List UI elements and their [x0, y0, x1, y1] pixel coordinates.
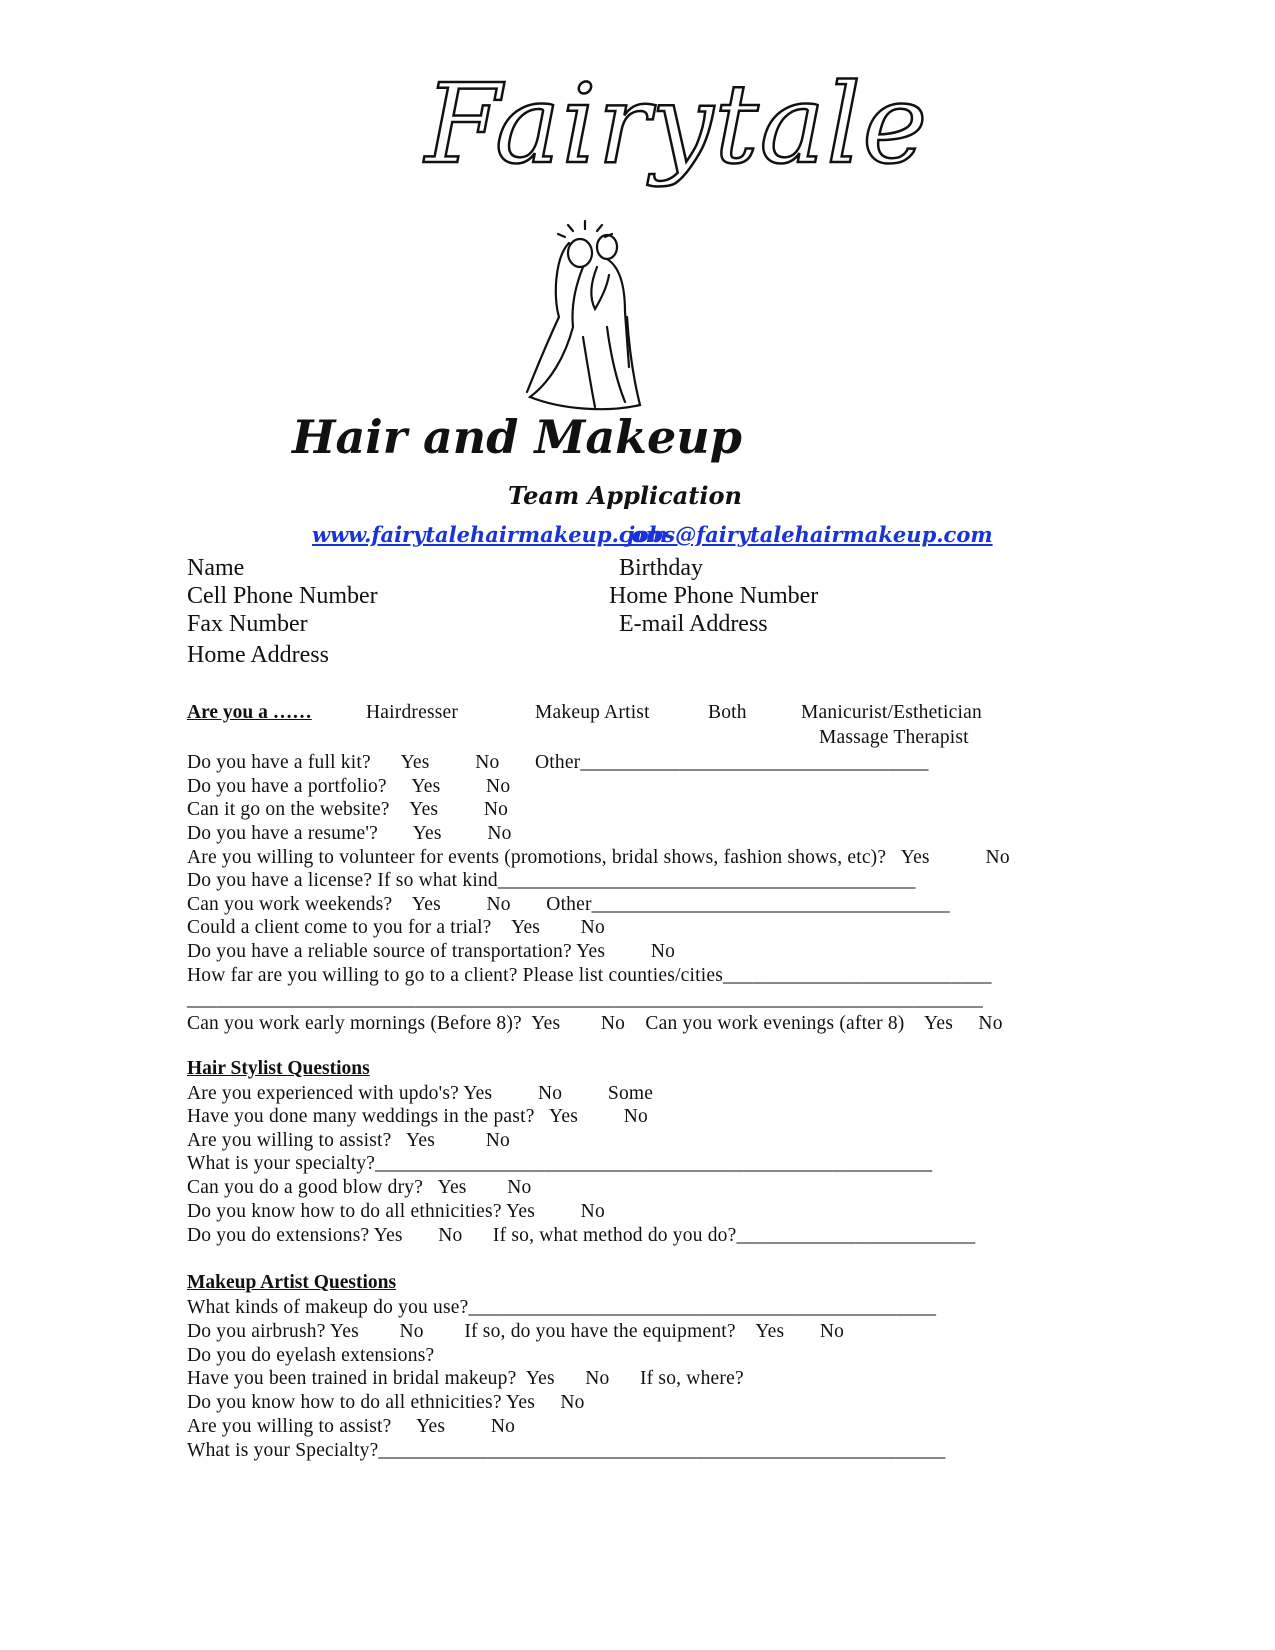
- question-weekends: Can you work weekends? Yes No Other____________________________________: [187, 894, 950, 915]
- blank-line: ________________________________________________________________________________: [187, 989, 983, 1010]
- hair-question-specialty: What is your specialty?________________________________________________________: [187, 1153, 933, 1174]
- question-license: Do you have a license? If so what kind__________________________________________: [187, 870, 916, 891]
- makeup-question-ethnicities: Do you know how to do all ethnicities? Yes No: [187, 1392, 585, 1413]
- website-link[interactable]: www.fairytalehairmakeup.com: [312, 522, 668, 547]
- form-title: Team Application: [508, 481, 742, 510]
- name-label: Name: [187, 555, 245, 581]
- hair-question-ethnicities: Do you know how to do all ethnicities? Yes No: [187, 1201, 605, 1222]
- fax-label: Fax Number: [187, 611, 308, 637]
- hair-question-updos: Are you experienced with updo's? Yes No Some: [187, 1083, 654, 1104]
- question-portfolio: Do you have a portfolio? Yes No: [187, 776, 511, 797]
- question-volunteer: Are you willing to volunteer for events (promotions, bridal shows, fashion shows, etc)? Yes No: [187, 847, 1010, 868]
- question-full-kit: Do you have a full kit? Yes No Other___________________________________: [187, 752, 929, 773]
- makeup-section-header: Makeup Artist Questions: [187, 1272, 397, 1293]
- question-transportation: Do you have a reliable source of transportation? Yes No: [187, 941, 676, 962]
- makeup-question-bridal: Have you been trained in bridal makeup? Yes No If so, where?: [187, 1368, 744, 1389]
- makeup-question-airbrush: Do you airbrush? Yes No If so, do you have the equipment? Yes No: [187, 1321, 845, 1342]
- question-trial: Could a client come to you for a trial? Yes No: [187, 917, 605, 938]
- question-hours: Can you work early mornings (Before 8)? Yes No Can you work evenings (after 8) Yes No: [187, 1013, 1003, 1034]
- makeup-question-assist: Are you willing to assist? Yes No: [187, 1416, 516, 1437]
- hair-question-weddings: Have you done many weddings in the past? Yes No: [187, 1106, 648, 1127]
- hair-question-assist: Are you willing to assist? Yes No: [187, 1130, 510, 1151]
- question-website: Can it go on the website? Yes No: [187, 799, 509, 820]
- email-link[interactable]: jobs@fairytalehairmakeup.com: [627, 522, 993, 547]
- brand-logo-title: Fairytale: [425, 60, 929, 188]
- home-address-label: Home Address: [187, 642, 329, 668]
- role-label: Are you a ……: [187, 702, 312, 723]
- role-hairdresser[interactable]: Hairdresser: [366, 702, 459, 723]
- role-both[interactable]: Both: [708, 702, 747, 723]
- cell-phone-label: Cell Phone Number: [187, 583, 378, 609]
- makeup-question-specialty: What is your Specialty?_________________________________________________________: [187, 1440, 946, 1461]
- bride-groom-icon: [515, 198, 645, 421]
- role-manicurist[interactable]: Manicurist/Esthetician: [801, 702, 982, 723]
- home-phone-label: Home Phone Number: [609, 583, 819, 609]
- hair-question-blowdry: Can you do a good blow dry? Yes No: [187, 1177, 532, 1198]
- question-travel-distance: How far are you willing to go to a client? Please list counties/cities___________________________: [187, 965, 992, 986]
- hair-question-extensions: Do you do extensions? Yes No If so, what method do you do?________________________: [187, 1225, 976, 1246]
- role-massage-therapist[interactable]: Massage Therapist: [819, 727, 969, 748]
- birthday-label: Birthday: [619, 555, 703, 581]
- brand-subtitle: Hair and Makeup: [292, 410, 742, 464]
- makeup-question-kinds: What kinds of makeup do you use?_______________________________________________: [187, 1297, 937, 1318]
- hair-section-header: Hair Stylist Questions: [187, 1058, 370, 1079]
- makeup-question-eyelash: Do you do eyelash extensions?: [187, 1345, 435, 1366]
- question-resume: Do you have a resume'? Yes No: [187, 823, 512, 844]
- email-label: E-mail Address: [619, 611, 768, 637]
- role-makeup-artist[interactable]: Makeup Artist: [535, 702, 650, 723]
